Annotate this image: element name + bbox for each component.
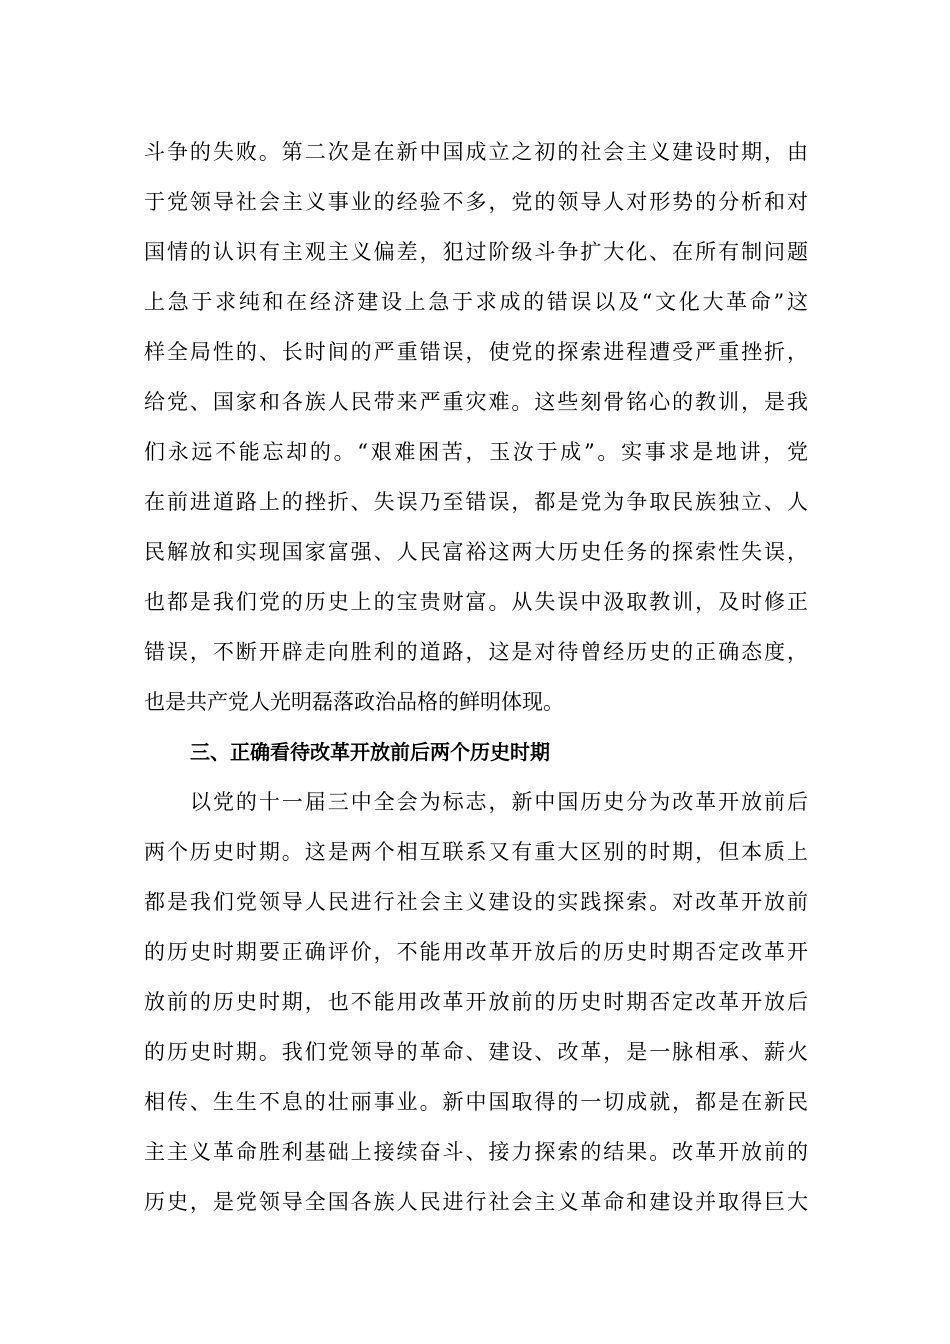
text-line: 民解放和实现国家富强、人民富裕这两大历史任务的探索性失误， [144, 540, 808, 564]
text-line: 的历史时期。我们党领导的革命、建设、改革，是一脉相承、薪火 [144, 1040, 808, 1064]
text-line: 给党、国家和各族人民带来严重灾难。这些刻骨铭心的教训，是我 [144, 390, 808, 414]
paragraph-continuation [144, 127, 808, 727]
text-line: 主主义革命胜利基础上接续奋斗、接力探索的结果。改革开放前的 [144, 1140, 808, 1164]
text-line: 以党的十一届三中全会为标志，新中国历史分为改革开放前后 [190, 790, 808, 814]
text-line: 们永远不能忘却的。“艰难困苦，玉汝于成”。实事求是地讲，党 [144, 440, 808, 464]
text-line: 斗争的失败。第二次是在新中国成立之初的社会主义建设时期，由 [144, 140, 808, 164]
text-line: 历史，是党领导全国各族人民进行社会主义革命和建设并取得巨大 [144, 1190, 808, 1214]
text-line: 都是我们党领导人民进行社会主义建设的实践探索。对改革开放前 [144, 890, 808, 914]
text-line: 也是共产党人光明磊落政治品格的鲜明体现。 [144, 690, 564, 714]
text-line: 上急于求纯和在经济建设上急于求成的错误以及“文化大革命”这 [144, 290, 808, 314]
text-line: 两个历史时期。这是两个相互联系又有重大区别的时期，但本质上 [144, 840, 808, 864]
text-line: 的历史时期要正确评价，不能用改革开放后的历史时期否定改革开 [144, 940, 808, 964]
text-line: 样全局性的、长时间的严重错误，使党的探索进程遭受严重挫折， [144, 340, 808, 364]
document-body [144, 127, 808, 1227]
text-line: 国情的认识有主观主义偏差，犯过阶级斗争扩大化、在所有制问题 [144, 240, 808, 264]
text-line: 放前的历史时期，也不能用改革开放前的历史时期否定改革开放后 [144, 990, 808, 1014]
paragraph-section-three [144, 777, 808, 1227]
text-line: 相传、生生不息的壮丽事业。新中国取得的一切成就，都是在新民 [144, 1090, 808, 1114]
text-line: 于党领导社会主义事业的经验不多，党的领导人对形势的分析和对 [144, 190, 808, 214]
section-heading: 三、正确看待改革开放前后两个历史时期 [190, 740, 550, 764]
text-line: 在前进道路上的挫折、失误乃至错误，都是党为争取民族独立、人 [144, 490, 808, 514]
text-line: 错误，不断开辟走向胜利的道路，这是对待曾经历史的正确态度， [144, 640, 808, 664]
text-line: 也都是我们党的历史上的宝贵财富。从失误中汲取教训，及时修正 [144, 590, 808, 614]
